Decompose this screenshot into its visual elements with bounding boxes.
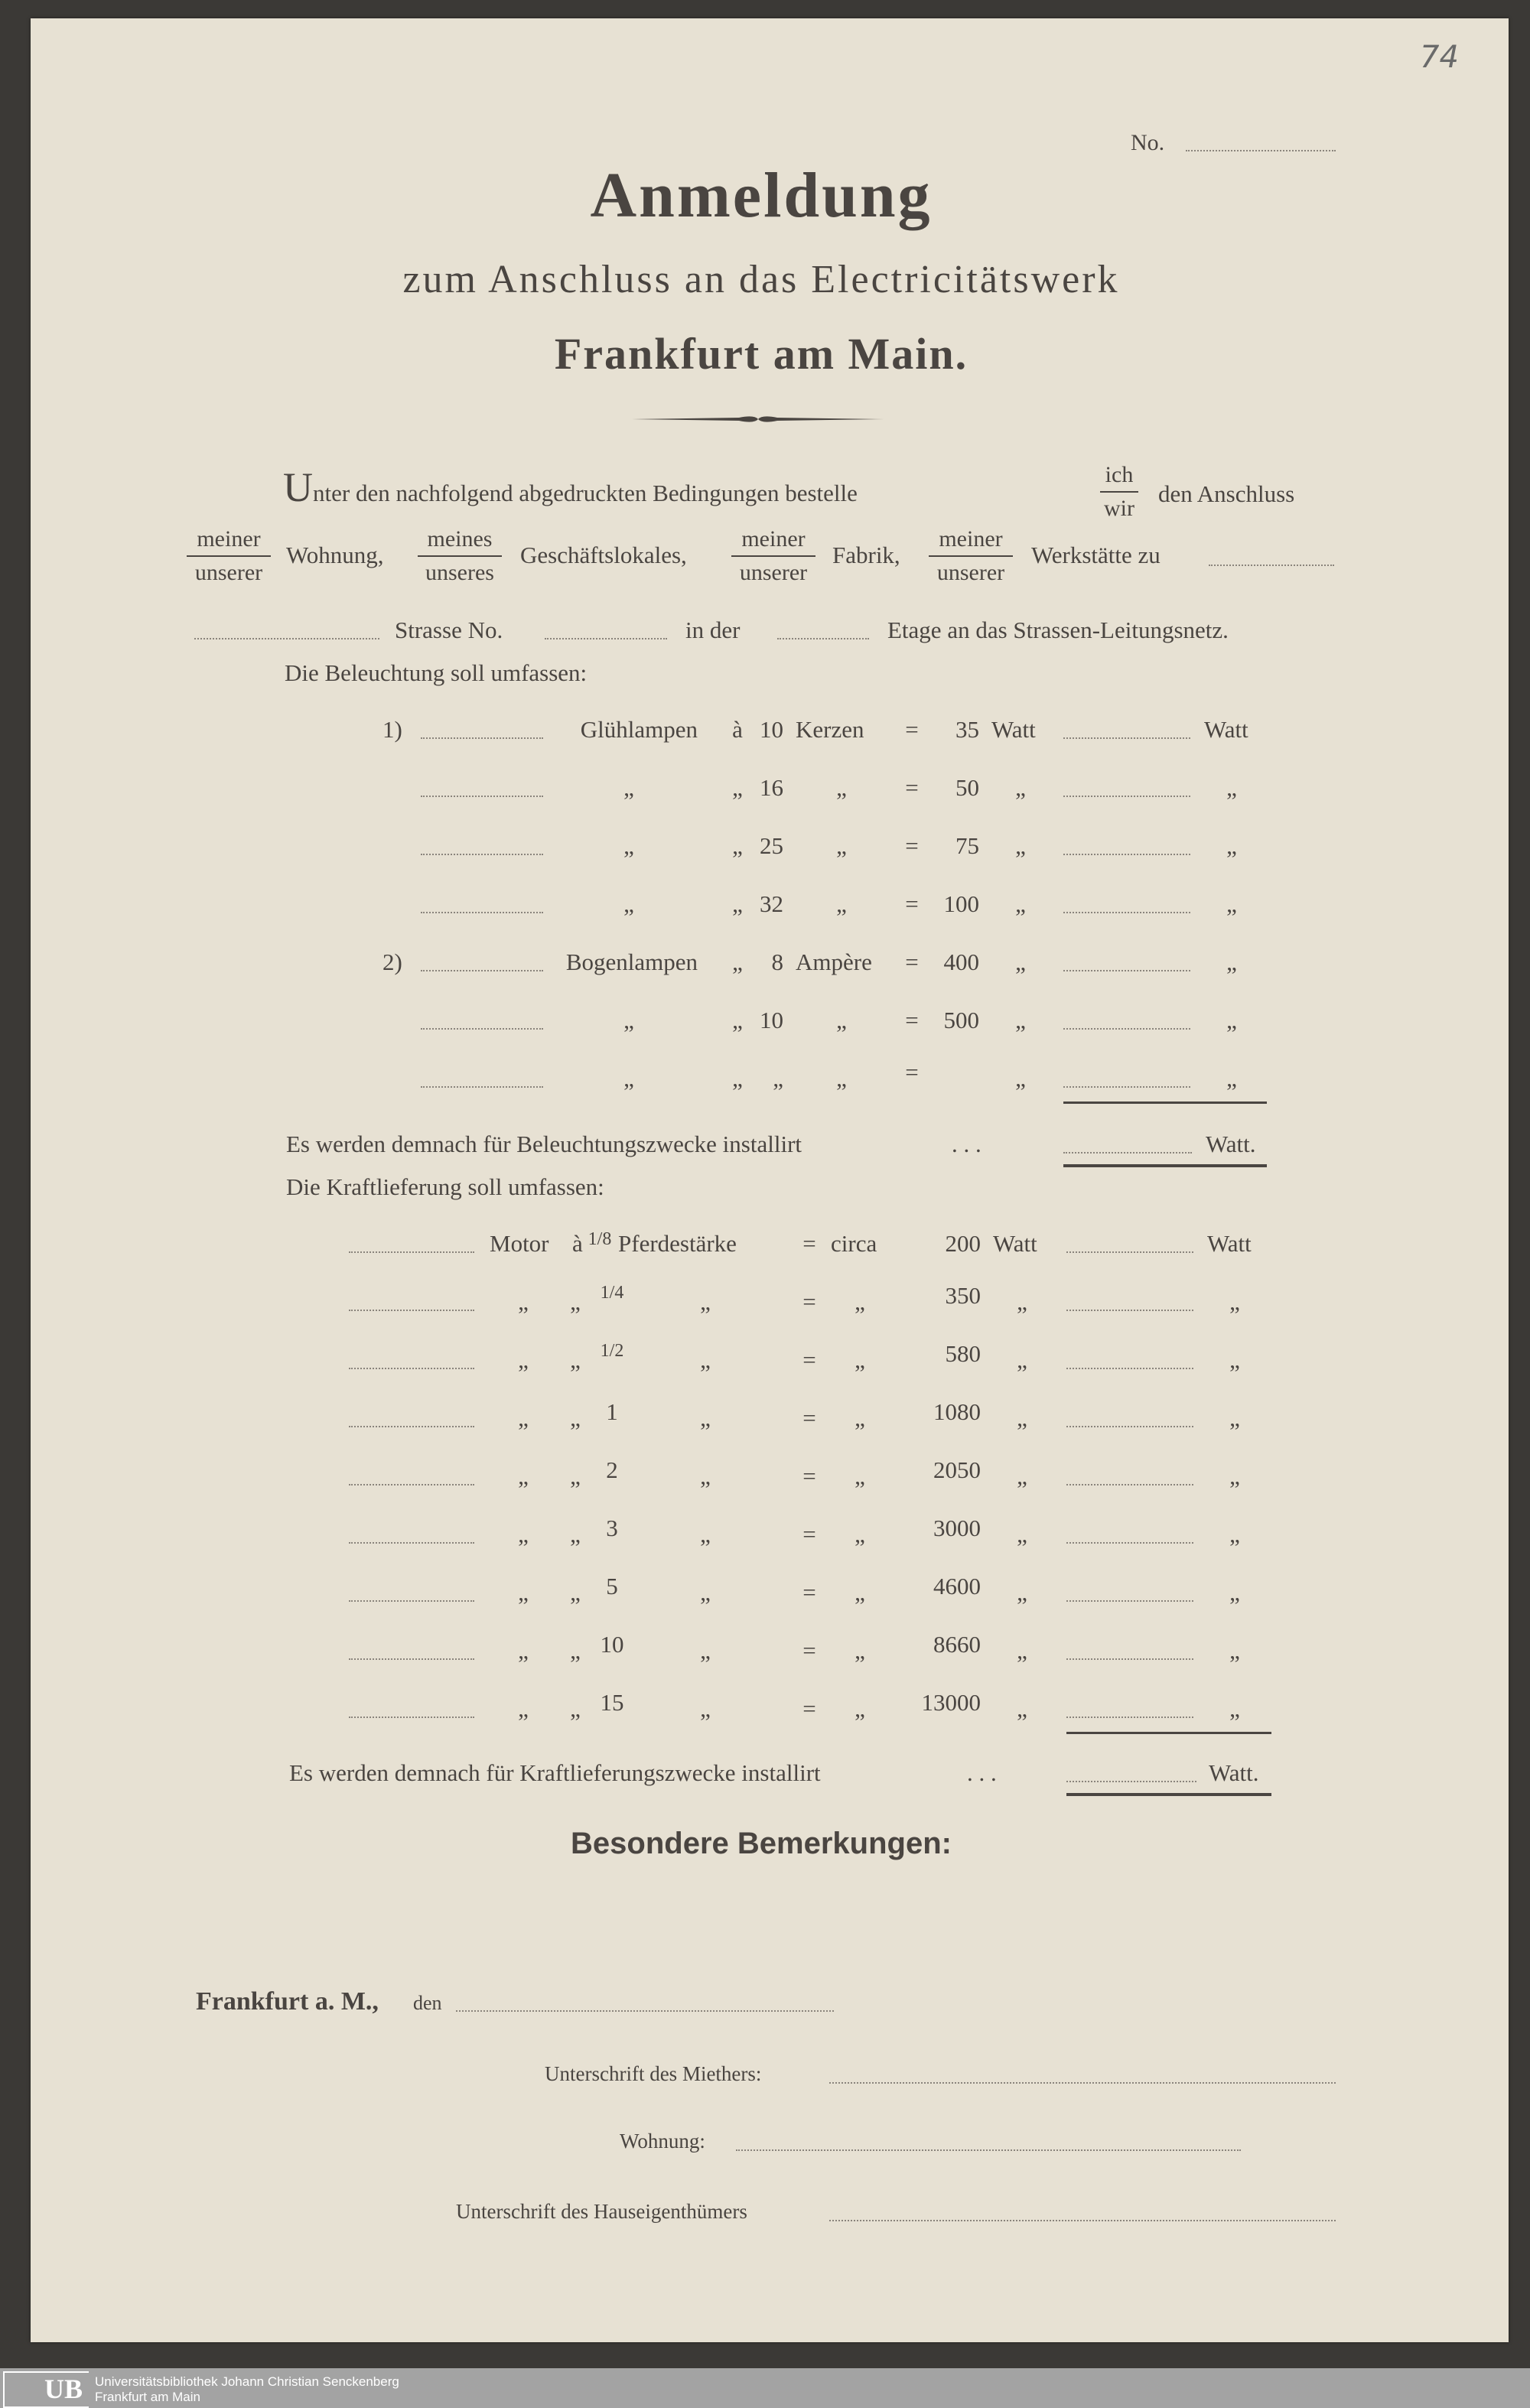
label-geschaeftslokales: Geschäftslokales,	[520, 542, 687, 568]
lamp-size: 16	[760, 774, 783, 801]
equals: =	[802, 1695, 816, 1722]
ellipsis: . . .	[952, 1131, 981, 1157]
watt-unit: „	[1015, 774, 1026, 801]
horsepower: 15	[600, 1689, 624, 1716]
residence-label: Wohnung:	[620, 2130, 705, 2153]
choice-wohnung[interactable]	[187, 528, 271, 584]
ditto: „	[855, 1463, 865, 1489]
page-title: Anmeldung	[590, 160, 933, 231]
total-unit: Watt	[1207, 1230, 1252, 1257]
row-number: 1)	[382, 716, 402, 743]
label-wohnung: Wohnung,	[286, 542, 384, 568]
lighting-total-unit: Watt.	[1206, 1131, 1256, 1157]
equals: =	[802, 1637, 816, 1664]
watt-value: 200	[945, 1230, 981, 1257]
equals: =	[905, 1059, 919, 1085]
label-werkstaette: Werkstätte zu	[1031, 542, 1161, 568]
total-unit: „	[1229, 1637, 1240, 1664]
a-label: à	[732, 716, 743, 743]
lamp-unit: Ampère	[796, 949, 872, 975]
total-watt-field[interactable]	[1063, 912, 1190, 913]
ich-wir-choice[interactable]	[1100, 464, 1138, 520]
total-unit: „	[1226, 890, 1237, 917]
quantity-field[interactable]	[349, 1426, 474, 1427]
choice-werkstaette[interactable]	[929, 528, 1013, 584]
ditto: „	[570, 1579, 581, 1606]
total-watt-field[interactable]	[1063, 1028, 1190, 1030]
remarks-heading: Besondere Bemerkungen:	[571, 1827, 952, 1860]
lamp-type: „	[623, 774, 634, 801]
lamp-type: „	[623, 890, 634, 917]
quantity-field[interactable]	[421, 737, 543, 739]
library-logo: UB	[44, 2374, 83, 2404]
quantity-field[interactable]	[421, 854, 543, 855]
a-label: „	[732, 832, 743, 859]
watt-value: 1080	[933, 1398, 981, 1425]
equals: =	[905, 716, 919, 743]
equals: =	[905, 890, 919, 917]
lamp-size: 10	[760, 716, 783, 743]
equals: =	[802, 1288, 816, 1315]
total-watt-field[interactable]	[1063, 796, 1190, 797]
total-unit: „	[1229, 1346, 1240, 1373]
quantity-field[interactable]	[349, 1251, 474, 1253]
quantity-field[interactable]	[349, 1600, 474, 1602]
library-footer	[0, 2368, 1530, 2408]
ditto: „	[518, 1463, 529, 1489]
a-label: „	[732, 890, 743, 917]
lamp-size: „	[773, 1065, 783, 1092]
ditto: „	[518, 1579, 529, 1606]
total-unit: „	[1226, 949, 1237, 975]
ditto: „	[570, 1288, 581, 1315]
watt-unit: „	[1015, 1007, 1026, 1033]
house-number-field[interactable]	[545, 638, 667, 639]
lamp-type: Bogenlampen	[565, 949, 698, 975]
watt-unit: „	[1017, 1579, 1027, 1606]
total-watt-field[interactable]	[1066, 1600, 1193, 1602]
total-watt-field[interactable]	[1066, 1542, 1193, 1544]
lamp-unit: Kerzen	[796, 716, 864, 743]
ditto: „	[518, 1288, 529, 1315]
watt-unit: „	[1017, 1404, 1027, 1431]
watt-unit: „	[1015, 1065, 1026, 1092]
lamp-type: „	[623, 1007, 634, 1033]
ditto: „	[518, 1695, 529, 1722]
equals: =	[802, 1579, 816, 1606]
watt-value: 3000	[933, 1515, 981, 1541]
equals: =	[905, 949, 919, 975]
total-unit: „	[1226, 1065, 1237, 1092]
ditto: „	[855, 1579, 865, 1606]
total-unit: „	[1226, 832, 1237, 859]
option-top[interactable]: meiner	[187, 528, 271, 557]
sum-line	[1063, 1101, 1267, 1104]
horsepower: 1	[606, 1398, 618, 1425]
lamp-size: 10	[760, 1007, 783, 1033]
quantity-field[interactable]	[349, 1658, 474, 1660]
ditto: „	[855, 1637, 865, 1664]
total-unit: „	[1229, 1579, 1240, 1606]
ditto: „	[855, 1346, 865, 1373]
equals: =	[905, 1007, 919, 1033]
ditto: „	[700, 1288, 711, 1315]
a-label: „	[732, 1065, 743, 1092]
library-name: Universitätsbibliothek Johann Christian Senckenberg	[95, 2374, 399, 2389]
watt-value: 400	[943, 949, 979, 975]
hp-unit: Pferdestärke	[618, 1230, 737, 1257]
total-unit: „	[1229, 1463, 1240, 1489]
option-bottom[interactable]: unserer	[194, 560, 263, 585]
option-bottom[interactable]: unserer	[739, 560, 808, 585]
subtitle: zum Anschluss an das Electricitätswerk	[402, 258, 1120, 301]
tenant-signature-field[interactable]	[829, 2082, 1336, 2084]
horsepower: 2	[606, 1456, 618, 1483]
quantity-field[interactable]	[349, 1717, 474, 1718]
total-watt-field[interactable]	[1063, 970, 1190, 971]
owner-signature-field[interactable]	[829, 2220, 1336, 2221]
total-unit: „	[1226, 774, 1237, 801]
watt-unit: Watt	[991, 716, 1036, 743]
horsepower: 3	[606, 1515, 618, 1541]
watt-value: 75	[955, 832, 979, 859]
choice-fabrik[interactable]	[731, 528, 815, 584]
quantity-field[interactable]	[349, 1368, 474, 1369]
choice-geschaeftslokales[interactable]	[418, 528, 502, 584]
horsepower: 1/2	[600, 1341, 624, 1361]
lamp-unit: „	[836, 890, 847, 917]
street-field[interactable]	[194, 638, 379, 639]
ditto: „	[518, 1346, 529, 1373]
ditto: „	[700, 1463, 711, 1489]
watt-unit: „	[1017, 1637, 1027, 1664]
ich-option[interactable]: ich	[1100, 464, 1138, 493]
lighting-total-field[interactable]	[1063, 1152, 1192, 1154]
total-unit: „	[1229, 1288, 1240, 1315]
total-line	[1066, 1793, 1271, 1796]
equals: =	[802, 1230, 816, 1257]
power-total-field[interactable]	[1066, 1781, 1196, 1782]
library-city: Frankfurt am Main	[95, 2390, 200, 2404]
watt-unit: „	[1017, 1288, 1027, 1315]
option-bottom[interactable]: unserer	[936, 560, 1005, 585]
watt-value: 350	[945, 1282, 981, 1309]
total-watt-field[interactable]	[1063, 854, 1190, 855]
ditto: „	[855, 1288, 865, 1315]
total-watt-field[interactable]	[1066, 1251, 1193, 1253]
lamp-type: Glühlampen	[580, 716, 698, 743]
lamp-size: 32	[760, 890, 783, 917]
label-etage: Etage an das Strassen-Leitungsnetz.	[887, 617, 1229, 643]
residence-field[interactable]	[736, 2149, 1241, 2151]
power-total-text: Es werden demnach für Kraftlieferungszwecke installirt	[289, 1759, 821, 1786]
intro-text: Unter den nachfolgend abgedruckten Bedingungen bestelle	[283, 464, 858, 510]
city-field[interactable]	[1209, 565, 1334, 566]
floor-field[interactable]	[777, 638, 869, 639]
watt-value: 8660	[933, 1631, 981, 1658]
lamp-unit: „	[836, 1007, 847, 1033]
ditto: „	[570, 1695, 581, 1722]
tenant-signature-label: Unterschrift des Miethers:	[545, 2062, 762, 2085]
watt-value: 500	[943, 1007, 979, 1033]
lighting-total-text: Es werden demnach für Beleuchtungszwecke installirt	[286, 1131, 802, 1157]
option-bottom[interactable]: unseres	[425, 560, 494, 585]
watt-unit: Watt	[993, 1230, 1037, 1257]
watt-value: 580	[945, 1340, 981, 1367]
lamp-unit: „	[836, 832, 847, 859]
watt-unit: „	[1015, 890, 1026, 917]
quantity-field[interactable]	[349, 1310, 474, 1311]
ditto: „	[570, 1463, 581, 1489]
row-number: 2)	[382, 949, 402, 975]
power-heading: Die Kraftlieferung soll umfassen:	[286, 1173, 604, 1200]
total-unit: „	[1229, 1695, 1240, 1722]
ditto: „	[855, 1521, 865, 1547]
option-top[interactable]: meines	[418, 528, 502, 557]
circa-label: circa	[831, 1230, 877, 1257]
watt-value: 13000	[921, 1689, 981, 1716]
watt-unit: „	[1017, 1346, 1027, 1373]
number-label: No.	[1131, 130, 1165, 155]
watt-unit: „	[1015, 949, 1026, 975]
watt-value: 50	[955, 774, 979, 801]
number-field[interactable]	[1186, 150, 1336, 151]
equals: =	[802, 1346, 816, 1373]
label-in-der: in der	[685, 617, 741, 643]
lamp-unit: „	[836, 774, 847, 801]
equals: =	[802, 1463, 816, 1489]
quantity-field[interactable]	[421, 1086, 543, 1088]
archive-mark: 74	[1420, 40, 1459, 75]
horsepower: 1/4	[600, 1283, 624, 1303]
ditto: „	[518, 1404, 529, 1431]
option-top[interactable]: meiner	[731, 528, 815, 557]
total-watt-field[interactable]	[1066, 1658, 1193, 1660]
label-strasse: Strasse No.	[395, 617, 503, 643]
quantity-field[interactable]	[421, 796, 543, 797]
total-unit: „	[1229, 1521, 1240, 1547]
lamp-unit: „	[836, 1065, 847, 1092]
ellipsis: . . .	[967, 1759, 997, 1786]
ditto: „	[570, 1346, 581, 1373]
quantity-field[interactable]	[421, 1028, 543, 1030]
lamp-type: „	[623, 832, 634, 859]
total-watt-field[interactable]	[1063, 1086, 1190, 1088]
horsepower: 10	[600, 1631, 624, 1658]
quantity-field[interactable]	[349, 1484, 474, 1485]
date-field[interactable]	[456, 2010, 834, 2012]
equals: =	[802, 1521, 816, 1547]
lighting-heading: Die Beleuchtung soll umfassen:	[285, 659, 588, 686]
ditto: „	[700, 1637, 711, 1664]
ditto: „	[570, 1404, 581, 1431]
ditto: „	[518, 1521, 529, 1547]
total-unit: „	[1229, 1404, 1240, 1431]
horsepower: 1/8	[588, 1229, 612, 1249]
ditto: „	[570, 1637, 581, 1664]
equals: =	[802, 1404, 816, 1431]
label-fabrik: Fabrik,	[832, 542, 900, 568]
quantity-field[interactable]	[421, 912, 543, 913]
ditto: „	[855, 1695, 865, 1722]
ditto: „	[700, 1579, 711, 1606]
ditto: „	[700, 1404, 711, 1431]
lamp-type: „	[623, 1065, 634, 1092]
watt-unit: „	[1015, 832, 1026, 859]
quantity-field[interactable]	[349, 1542, 474, 1544]
ditto: „	[700, 1521, 711, 1547]
date-label: den	[413, 1992, 442, 2014]
total-watt-field[interactable]	[1066, 1717, 1193, 1718]
watt-value: 35	[955, 716, 979, 743]
ornament-divider	[632, 413, 884, 425]
total-watt-field[interactable]	[1066, 1426, 1193, 1427]
lamp-size: 25	[760, 832, 783, 859]
intro-line1-end: den Anschluss	[1158, 480, 1295, 507]
power-total-unit: Watt.	[1209, 1759, 1259, 1786]
sum-line	[1066, 1732, 1271, 1734]
watt-unit: „	[1017, 1695, 1027, 1722]
motor-label: Motor	[490, 1230, 549, 1257]
watt-value: 100	[943, 890, 979, 917]
owner-signature-label: Unterschrift des Hauseigenthümers	[456, 2200, 747, 2223]
a-label: „	[732, 774, 743, 801]
total-unit: „	[1226, 1007, 1237, 1033]
place-label: Frankfurt a. M.,	[196, 1987, 379, 2016]
a-label: „	[732, 949, 743, 975]
total-unit: Watt	[1204, 716, 1248, 743]
a-label: „	[732, 1007, 743, 1033]
total-watt-field[interactable]	[1066, 1310, 1193, 1311]
lamp-size: 8	[771, 949, 783, 975]
watt-value: 4600	[933, 1573, 981, 1599]
equals: =	[905, 774, 919, 801]
ditto: „	[570, 1521, 581, 1547]
ditto: „	[700, 1695, 711, 1722]
city-title: Frankfurt am Main.	[554, 329, 968, 379]
ditto: „	[855, 1404, 865, 1431]
ditto: „	[700, 1346, 711, 1373]
horsepower: 5	[606, 1573, 618, 1599]
ditto: „	[518, 1637, 529, 1664]
watt-value: 2050	[933, 1456, 981, 1483]
a-label: à	[572, 1230, 583, 1257]
total-watt-field[interactable]	[1066, 1368, 1193, 1369]
wir-option[interactable]: wir	[1104, 496, 1134, 521]
watt-unit: „	[1017, 1463, 1027, 1489]
total-line	[1063, 1164, 1267, 1167]
equals: =	[905, 832, 919, 859]
total-watt-field[interactable]	[1066, 1484, 1193, 1485]
quantity-field[interactable]	[421, 970, 543, 971]
watt-unit: „	[1017, 1521, 1027, 1547]
total-watt-field[interactable]	[1063, 737, 1190, 739]
option-top[interactable]: meiner	[929, 528, 1013, 557]
